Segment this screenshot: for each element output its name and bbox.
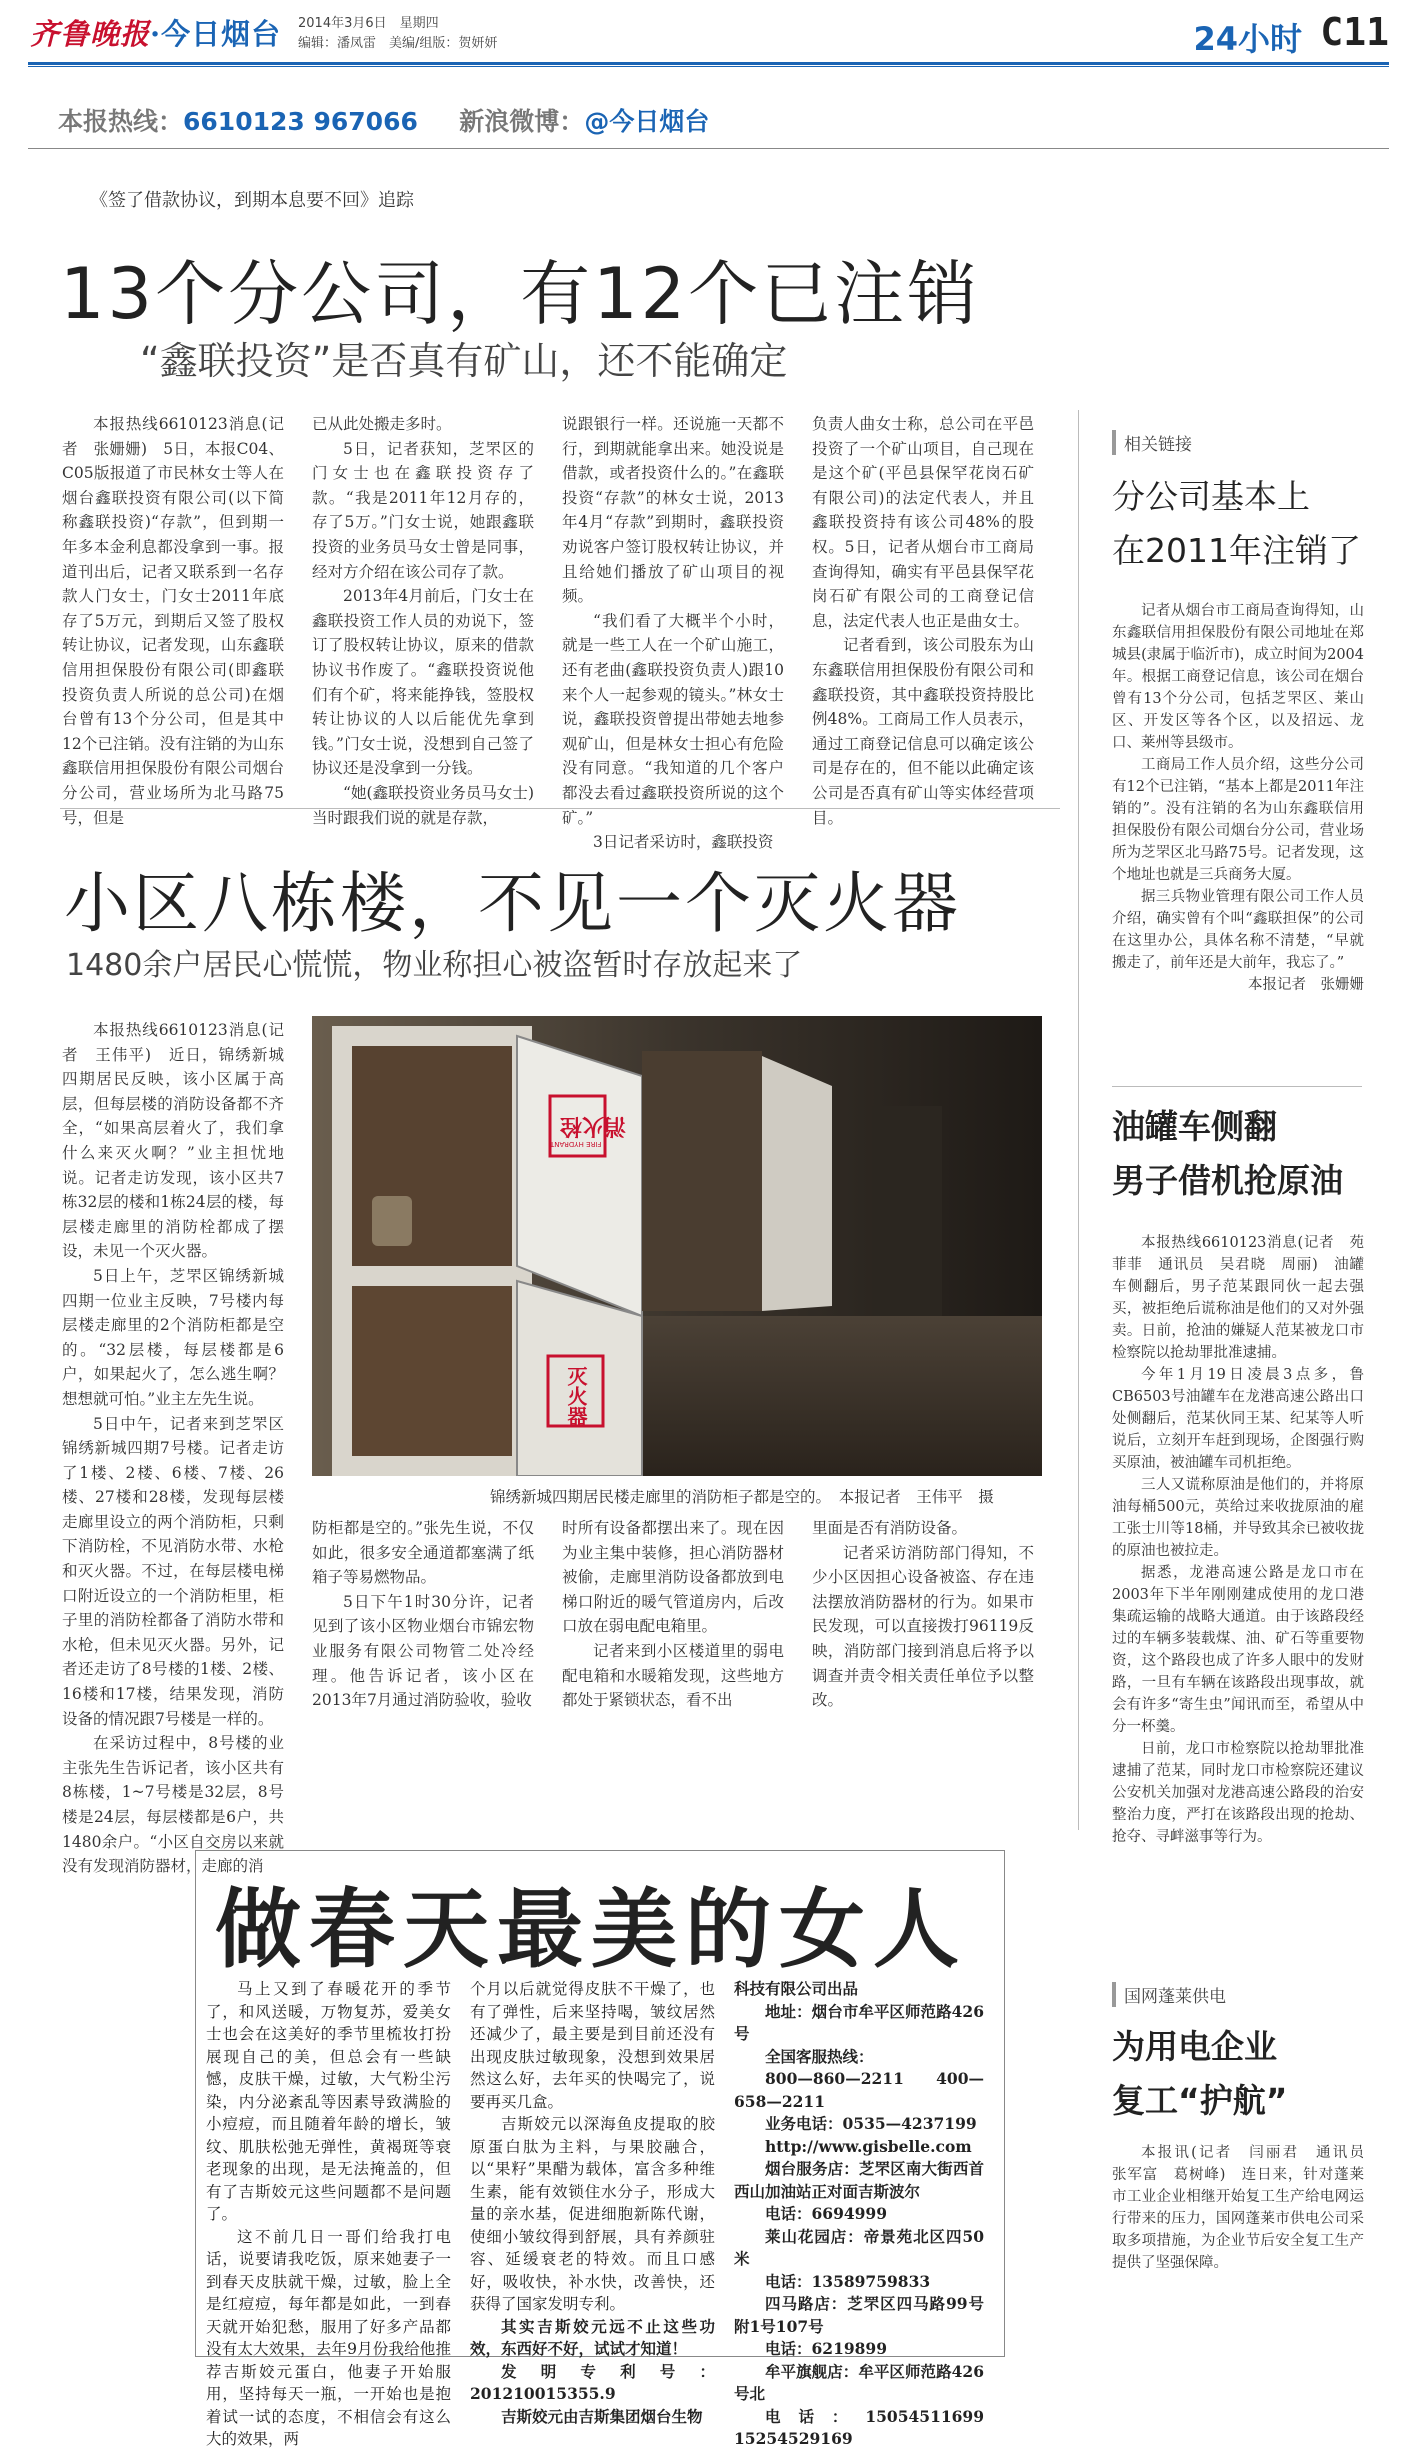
masthead [30,12,281,53]
hotline-label: 本报热线： [58,107,184,136]
sidebar-rule [1112,1086,1362,1087]
advert-business-phone: 业务电话：0535—4237199 [765,2114,977,2133]
article1-paragraph: 3日记者采访时，鑫联投资 [593,833,774,852]
photo-sign-hydrant: 消火栓 [560,1113,627,1138]
sidebar3-body [1112,2142,1379,2274]
advert-column-2 [470,1978,715,2428]
article1-paragraph: 本报热线6610123消息(记者 张姗姗) 5日，本报C04、C05版报道了市民林女士等人在烟台鑫联投资有限公司(以下简称鑫联投资)“存款”，但到期一年多本金利息都没拿到一事。报道刊出后，记者又联系到一名存款人门女士，门女士2011年底存了5万元，到期后又签了股权转让协议，记者发现，山东鑫联信用担保股份有限公司(即鑫联投资负责人所说的总公司)在烟台曾有13个分公司，但是其中12个已注销。没有注销的为山东鑫联信用担保股份有限公司烟台分公司，营业场所为北马路75号，但是 [62,415,284,827]
article2-paragraph: 时所有设备都摆出来了。现在因为业主集中装修，担心消防器材被偷，走廊里消防设备都放到电梯口附近的暖气管道房内，后改口放在弱电配电箱里。 [562,1519,784,1636]
fire-cabinet-photo-illustration [312,1016,1042,1476]
article2-column-1 [62,1018,284,1879]
sidebar2-paragraph: 本报热线6610123消息(记者 苑菲菲 通讯员 吴君晓 周丽) 油罐车侧翻后，男子范某跟同伙一起去强买，被拒绝后谎称油是他们的又对外强卖。日前，抢油的嫌疑人范某被龙口市检察院以抢劫罪批准逮捕。 [1112,1235,1364,1361]
section-rule [60,808,1060,809]
header-rule-thin [28,66,1389,67]
article2-column-2 [312,1516,534,1713]
issue-date: 2014年3月6日 星期四 [298,16,439,31]
advert-store: 莱山花园店：帝景苑北区四50米 [734,2226,984,2268]
article2-paragraph: 在采访过程中，8号楼的业主张先生告诉记者，该小区共有8栋楼，1~7号楼是32层，8号楼是24层，每层楼都是6户，共1480余户。“小区自交房以来就没有发现消防器材，走廊的消 [62,1734,284,1876]
advert-store: 牟平旗舰店：牟平区师范路426号北 [734,2361,984,2403]
sidebar1-paragraph: 据三兵物业管理有限公司工作人员介绍，确实曾有个叫“鑫联担保”的公司在这里办公，具体名称不清楚，“早就搬走了，前年还是大前年，我忘了。” [1112,889,1364,971]
section-label: 24小时 [1193,20,1302,58]
photo-sign-hydrant-en: FIRE HYDRANT [550,1140,602,1148]
masthead-section: 今日烟台 [161,17,282,51]
sidebar1-paragraph: 记者从烟台市工商局查询得知，山东鑫联信用担保股份有限公司地址在郑城县(隶属于临沂市)，成立时间为2004年。根据工商登记信息，该公司在烟台曾有13个分公司，包括芝罘区、莱山区、开发区等各个区，以及招远、龙口、莱州等县级市。 [1112,603,1364,751]
advert-paragraph: 马上又到了春暖花开的季节了，和风送暖，万物复苏，爱美女士也会在这美好的季节里梳妆打扮展现自己的美，但总会有一些缺憾，皮肤干燥，过敏，大气粉尘污染，内分泌紊乱等因素导致满脸的小痘痘，而且随着年龄的增长，皱纹、肌肤松弛无弹性，黄褐斑等衰老现象的出现，是无法掩盖的，但有了吉斯姣元这些问题都不是问题了。 [206,1980,451,2223]
article1-headline: 13个分公司，有12个已注销 [60,253,981,335]
sidebar1-title [1112,470,1361,578]
page-number: C11 [1320,10,1389,54]
sidebar2-paragraph: 今年1月19日凌晨3点多，鲁CB6503号油罐车在龙港高速公路出口处侧翻后，范某伙同王某、纪某等人听说后，立刻开车赶到现场，企图强行购买原油，被油罐车司机拒绝。 [1112,1367,1364,1471]
masthead-dot: · [150,17,162,51]
article1-paragraph: 说跟银行一样。还说施一天都不行，到期就能拿出来。她没说是借款，或者投资什么的。”在鑫联投资“存款”的林女士说，2013年4月“存款”到期时，鑫联投资劝说客户签订股权转让协议，并且给她们播放了矿山项目的视频。 [562,415,784,606]
article1-paragraph: 5日，记者获知，芝罘区的门女士也在鑫联投资存了款。“我是2011年12月存的，存了5万。”门女士说，她跟鑫联投资的业务员马女士曾是同事，经对方介绍在该公司存了款。 [312,439,534,581]
sidebar2-title [1112,1100,1343,1208]
advert-store-phone: 电话：6694999 [765,2204,887,2223]
advert-column-1 [206,1978,451,2451]
article1-paragraph: 记者看到，该公司股东为山东鑫联信用担保股份有限公司和鑫联投资，其中鑫联投资持股比例48%。工商局工作人员表示，通过工商登记信息可以确定该公司是存在的，但不能以此确定该公司是否真有矿山等实体经营项目。 [812,636,1034,827]
sidebar2-title-line: 男子借机抢原油 [1112,1161,1343,1200]
advert-column-3 [734,1978,1000,2451]
article1-subhead: “鑫联投资”是否真有矿山，还不能确定 [140,339,788,383]
article1-paragraph: “我们看了大概半个小时，就是一些工人在一个矿山施工，还有老曲(鑫联投资负责人)跟10来个人一起参观的镜头。”林女士说，鑫联投资曾提出带她去地参观矿山，但是林女士担心有危险没有同意。“我知道的几个客户都没去看过鑫联投资所说的这个矿。” [562,611,784,827]
article2-subhead: 1480余户居民心慌慌，物业称担心被盗暂时存放起来了 [66,948,803,983]
advert-store-phone: 电话：13589759833 [765,2271,931,2291]
sidebar2-body [1112,1232,1364,1848]
sidebar2-paragraph: 据悉，龙港高速公路是龙口市在2003年下半年刚刚建成使用的龙口港集疏运输的战略大通道。由于该路段经过的车辆多装载煤、油、矿石等重要物资，这个路段也成了许多人眼中的发财路，一旦有车辆在该路段出现事故，就会有许多“寄生虫”闻讯而至，希望从中分一杯羹。 [1112,1565,1364,1735]
sidebar3-title [1112,2020,1287,2128]
hotline-rule [28,148,1389,149]
hotline-numbers: 6610123 967066 [183,107,418,136]
article2-paragraph: 防柜都是空的。”张先生说，不仅如此，很多安全通道都塞满了纸箱子等易燃物品。 [312,1519,534,1587]
sidebar3-tag: 国网蓬莱供电 [1112,1982,1226,2007]
article1-column-2 [312,412,534,830]
advert-address: 地址：烟台市牟平区师范路426号 [734,2001,984,2043]
advert-paragraph: 个月以后就觉得皮肤不干燥了，也有了弹性，后来坚持喝，皱纹居然还减少了，最主要是到目前还没有出现皮肤过敏现象，没想到效果居然这么好，去年买的快喝完了，说要再买几盒。 [470,1980,715,2111]
sidebar2-paragraph: 三人又谎称原油是他们的，并将原油每桶500元，英给过来收拢原油的雇工张士川等18桶，并导致其余已被收拢的原油也被拉走。 [1112,1477,1364,1559]
photo-sign-extinguisher: 灭火器 [564,1366,588,1426]
article1-paragraph: 已从此处搬走多时。 [312,415,452,433]
article1-column-4 [812,412,1034,830]
sidebar3-title-line: 为用电企业 [1112,2027,1277,2066]
sidebar2-title-line: 油罐车侧翻 [1112,1107,1277,1146]
article2-paragraph: 记者采访消防部门得知，不少小区因担心设备被盗、存在违法摆放消防器材的行为。如果市民发现，可以直接拨打96119反映，消防部门接到消息后将予以调查并责令相关责任单位予以整改。 [812,1543,1034,1710]
article1-paragraph: 2013年4月前后，门女士在鑫联投资工作人员的劝说下，签订了股权转让协议，原来的借款协议书作废了。“鑫联投资说他们有个矿，将来能挣钱，签股权转让协议的人以后能优先拿到钱。”门女士说，没想到自己签了协议还是没拿到一分钱。 [312,587,534,778]
weibo-label: 新浪微博： [459,107,585,136]
article1-column-3 [562,412,784,855]
advert-store-phone: 电话：15054511699 15254529169 [734,2406,1000,2448]
article2-paragraph: 5日中午，记者来到芝罘区锦绣新城四期7号楼。记者走访了1楼、2楼、6楼、7楼、26楼、27楼和28楼，发现每层楼走廊里设立的两个消防柜，只剩下消防栓，不见消防水带、水枪和灭火器。不过，在每层楼电梯口附近设立的一个消防柜里，柜子里的消防栓都备了消防水带和水枪，但未见灭火器。另外，记者还走访了8号楼的1楼、2楼、16楼和17楼，结果发现，消防设备的情况跟7号楼是一样的。 [62,1414,284,1728]
article2-photo [312,1016,1042,1476]
sidebar1-body [1112,600,1364,996]
advert-store-phone: 电话：6219899 [765,2339,887,2358]
sidebar2-paragraph: 日前，龙口市检察院以抢劫罪批准逮捕了范某，同时龙口市检察院还建议公安机关加强对龙港高速公路段的治安整治力度，严打在该路段出现的抢劫、抢夺、寻衅滋事等行为。 [1112,1741,1364,1845]
advert-headline: 做春天最美的女人 [215,1879,967,1980]
article2-paragraph: 5日上午，芝罘区锦绣新城四期一位业主反映，7号楼内每层楼走廊里的2个消防柜都是空的。“32层楼，每层楼都是6户，如果起火了，怎么逃生啊？想想就可怕。”业主左先生说。 [62,1266,284,1408]
article2-headline: 小区八栋楼，不见一个灭火器 [64,865,961,942]
advert-slogan: 其实吉斯姣元远不止这些功效，东西好不好，试试才知道！ [470,2316,715,2358]
article2-column-3 [562,1516,784,1713]
advert-paragraph: 这不前几日一哥们给我打电话，说要请我吃饭，原来她妻子一到春天皮肤就干燥，过敏，脸上全是红痘痘，每年都是如此，一到春天就开始犯愁，服用了好多产品都没有太大效果，去年9月份我给他推荐吉斯姣元蛋白，他妻子开始服用，坚持每天一瓶，一开始也是抱着试一试的态度，不相信会有这么大的效果，两 [206,2227,451,2448]
article1-paragraph: “她(鑫联投资业务员马女士)当时跟我们说的就是存款， [312,783,534,827]
article1-paragraph: 负责人曲女士称，总公司在平邑投资了一个矿山项目，自己现在是这个矿(平邑县保罕花岗石矿有限公司)的法定代表人，并且鑫联投资持有该公司48%的股权。5日，记者从烟台市工商局查询得知，确实有平邑县保罕花岗石矿有限公司的工商登记信息，法定代表人也正是曲女士。 [812,415,1034,630]
header-rule [28,62,1389,65]
article2-paragraph: 记者来到小区楼道里的弱电配电箱和水暖箱发现，这些地方都处于紧锁状态，看不出 [562,1641,784,1710]
sidebar3-paragraph: 本报讯(记者 闫丽君 通讯员 张军富 葛树峰) 连日来，针对蓬莱市工业企业相继开始复工生产给电网运行带来的压力，国网蓬莱市供电公司采取多项措施，为企业节后安全复工生产提供了坚强保障。 [1112,2145,1379,2271]
advert-patent: 发明专利号：201210015355.9 [470,2361,715,2403]
article2-paragraph: 本报热线6610123消息(记者 王伟平) 近日，锦绣新城四期居民反映，该小区属于高层，但每层楼的消防设备都不齐全，“如果高层着火了，我们拿什么来灭火啊？”业主担忧地说。记者走访发现，该小区共7栋32层的楼和1栋24层的楼，每层楼走廊里的消防栓都成了摆设，未见一个灭火器。 [62,1021,284,1261]
article2-paragraph: 里面是否有消防设备。 [812,1519,968,1537]
weibo-handle: @今日烟台 [584,107,710,136]
advert-website: http://www.gisbelle.com [765,2136,972,2156]
hotline-bar [58,102,709,138]
advert-store: 四马路店：芝罘区四马路99号附1号107号 [734,2294,984,2336]
advert-paragraph: 吉斯姣元以深海鱼皮提取的胶原蛋白肽为主料，与果胶融合，以“果籽”果醋为载体，富含多种维生素，能有效锁住水分子，形成大量的亲水基，促进细胞新陈代谢，使细小皱纹得到舒展，具有养颜驻容、延缓衰老的特效。而且口感好，吸收快，补水快，改善快，还获得了国家发明专利。 [470,2115,715,2313]
article1-kicker: 《签了借款协议，到期本息要不回》追踪 [90,190,414,211]
article2-column-4 [812,1516,1034,1713]
sidebar1-title-line: 在2011年注销了 [1112,531,1361,570]
editors-credit: 编辑：潘凤雷 美编/组版：贺妍妍 [298,36,498,51]
advert-maker: 吉斯姣元由吉斯集团烟台生物 [501,2406,703,2426]
article2-paragraph: 5日下午1时30分许，记者见到了该小区物业烟台市锦宏物业服务有限公司物管二处冷经理。他告诉记者，该小区在2013年7月通过消防验收，验收 [312,1592,534,1710]
sidebar1-paragraph: 工商局工作人员介绍，这些分公司有12个已注销，“基本上都是2011年注销的”。没有注销的名为山东鑫联信用担保股份有限公司烟台分公司，营业场所为芝罘区北马路75号。记者发现，这个地址也就是三兵商务大厦。 [1112,757,1364,883]
masthead-paper: 齐鲁晚报 [30,17,151,51]
advert-hotline: 800—860—2211 400—658—2211 [734,2069,984,2111]
sidebar3-title-line: 复工“护航” [1112,2081,1288,2120]
advert-store: 烟台服务店：芝罘区南大街西首西山加油站正对面吉斯波尔 [734,2159,984,2201]
advert-hotline-label: 全国客服热线： [765,2046,874,2066]
sidebar1-title-line: 分公司基本上 [1112,477,1310,516]
advert-maker-2: 科技有限公司出品 [734,1979,859,1998]
article1-column-1 [62,412,284,830]
sidebar1-tag: 相关链接 [1112,430,1192,455]
photo-caption: 锦绣新城四期居民楼走廊里的消防柜子都是空的。 本报记者 王伟平 摄 [490,1488,994,1506]
sidebar1-byline: 本报记者 张姗姗 [1248,977,1364,993]
dateline [298,14,497,54]
column-divider [1078,410,1079,1830]
